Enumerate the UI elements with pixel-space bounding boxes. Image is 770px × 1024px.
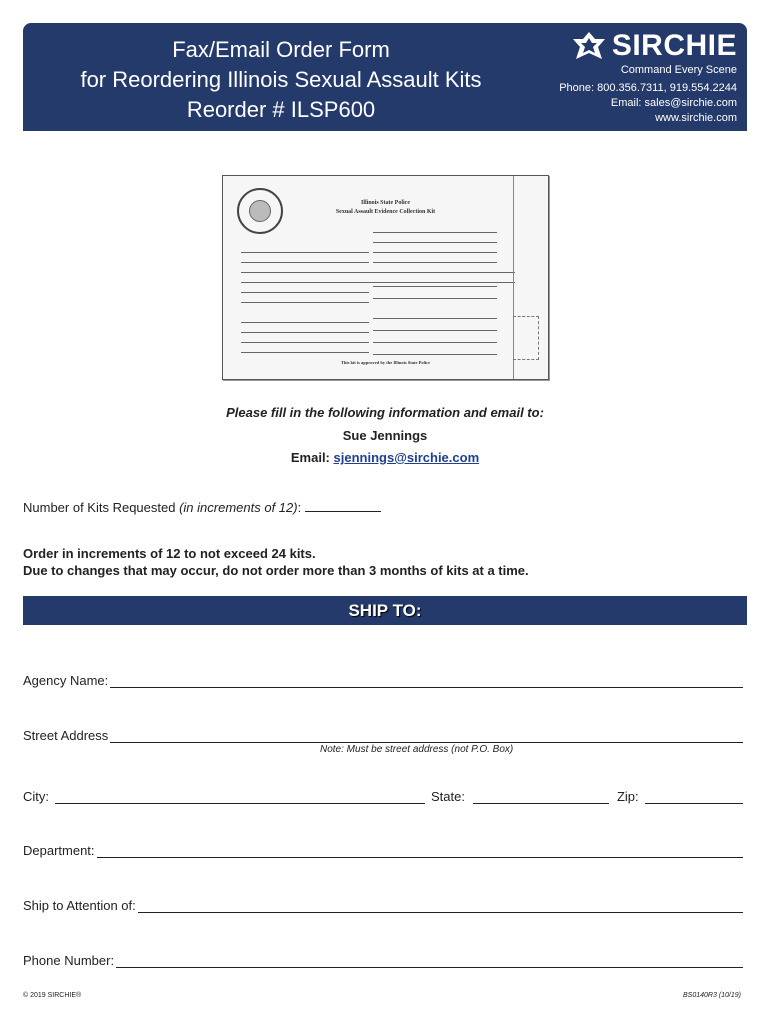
form-title-line-3: Reorder # ILSP600 (186, 97, 376, 122)
phone-number-field (23, 948, 743, 968)
kit-label-image (222, 175, 549, 380)
contact-email-line (0, 450, 770, 465)
state-label: State: (431, 789, 465, 804)
agency-name-input[interactable] (110, 675, 743, 688)
attention-input[interactable] (138, 900, 743, 913)
kit-title-line-1: Illinois State Police (361, 200, 410, 206)
form-header (23, 23, 747, 131)
form-title-line-2: for Reordering Illinois Sexual Assault Kits (80, 67, 482, 92)
form-title-line-1: Fax/Email Order Form (172, 37, 390, 62)
copyright-notice: © 2019 SIRCHIE® (23, 992, 82, 999)
brand-tagline: Command Every Scene (620, 64, 737, 76)
email-instructions: Please fill in the following information and email to: (226, 405, 544, 420)
kit-title-line-2: Sexual Assault Evidence Collection Kit (335, 209, 436, 215)
city-state-zip-row (23, 784, 743, 804)
kits-increment-hint: (in increments of 12) (179, 500, 298, 515)
kits-requested-field (23, 500, 381, 515)
department-input[interactable] (97, 845, 743, 858)
city-input[interactable] (55, 791, 425, 804)
phone-number-input[interactable] (116, 955, 743, 968)
zip-input[interactable] (645, 791, 743, 804)
attention-label: Ship to Attention of: (23, 898, 136, 913)
order-policy-line-1: Order in increments of 12 to not exceed 24 kits. (23, 546, 316, 561)
brand-name: SIRCHIE (611, 29, 737, 62)
city-label: City: (23, 789, 49, 804)
attention-field (23, 893, 743, 913)
street-address-note: Note: Must be street address (not P.O. Box) (320, 744, 514, 755)
phone-number-label: Phone Number: (23, 953, 115, 968)
sirchie-badge-icon (572, 31, 606, 61)
kit-approval-note: This kit is approved by the Illinois State Police (340, 360, 431, 365)
sirchie-logo-block (537, 29, 737, 127)
contact-email-link[interactable]: sjennings@sirchie.com (333, 450, 480, 465)
agency-name-label: Agency Name: (23, 673, 109, 688)
department-field (23, 838, 743, 858)
department-label: Department: (23, 843, 95, 858)
agency-name-field (23, 668, 743, 688)
state-input[interactable] (473, 791, 609, 804)
kits-requested-input[interactable] (305, 500, 381, 512)
street-address-label: Street Address (23, 728, 109, 743)
contact-email: Email: sales@sirchie.com (610, 97, 737, 109)
contact-website[interactable]: www.sirchie.com (655, 112, 737, 124)
zip-label: Zip: (616, 789, 639, 804)
kits-requested-label: Number of Kits Requested (23, 500, 176, 515)
order-policy-line-2: Due to changes that may occur, do not order more than 3 months of kits at a time. (23, 563, 529, 578)
email-label: Email: (290, 450, 330, 465)
contact-person: Sue Jennings (342, 428, 428, 443)
street-address-field (23, 723, 743, 743)
order-policy (23, 545, 529, 579)
kits-colon: : (297, 500, 302, 515)
contact-phone: Phone: 800.356.7311, 919.554.2244 (559, 82, 737, 94)
street-address-input[interactable] (110, 730, 743, 743)
ship-to-heading: SHIP TO: (23, 596, 747, 625)
form-code: BS0140R3 (10/19) (683, 992, 741, 999)
